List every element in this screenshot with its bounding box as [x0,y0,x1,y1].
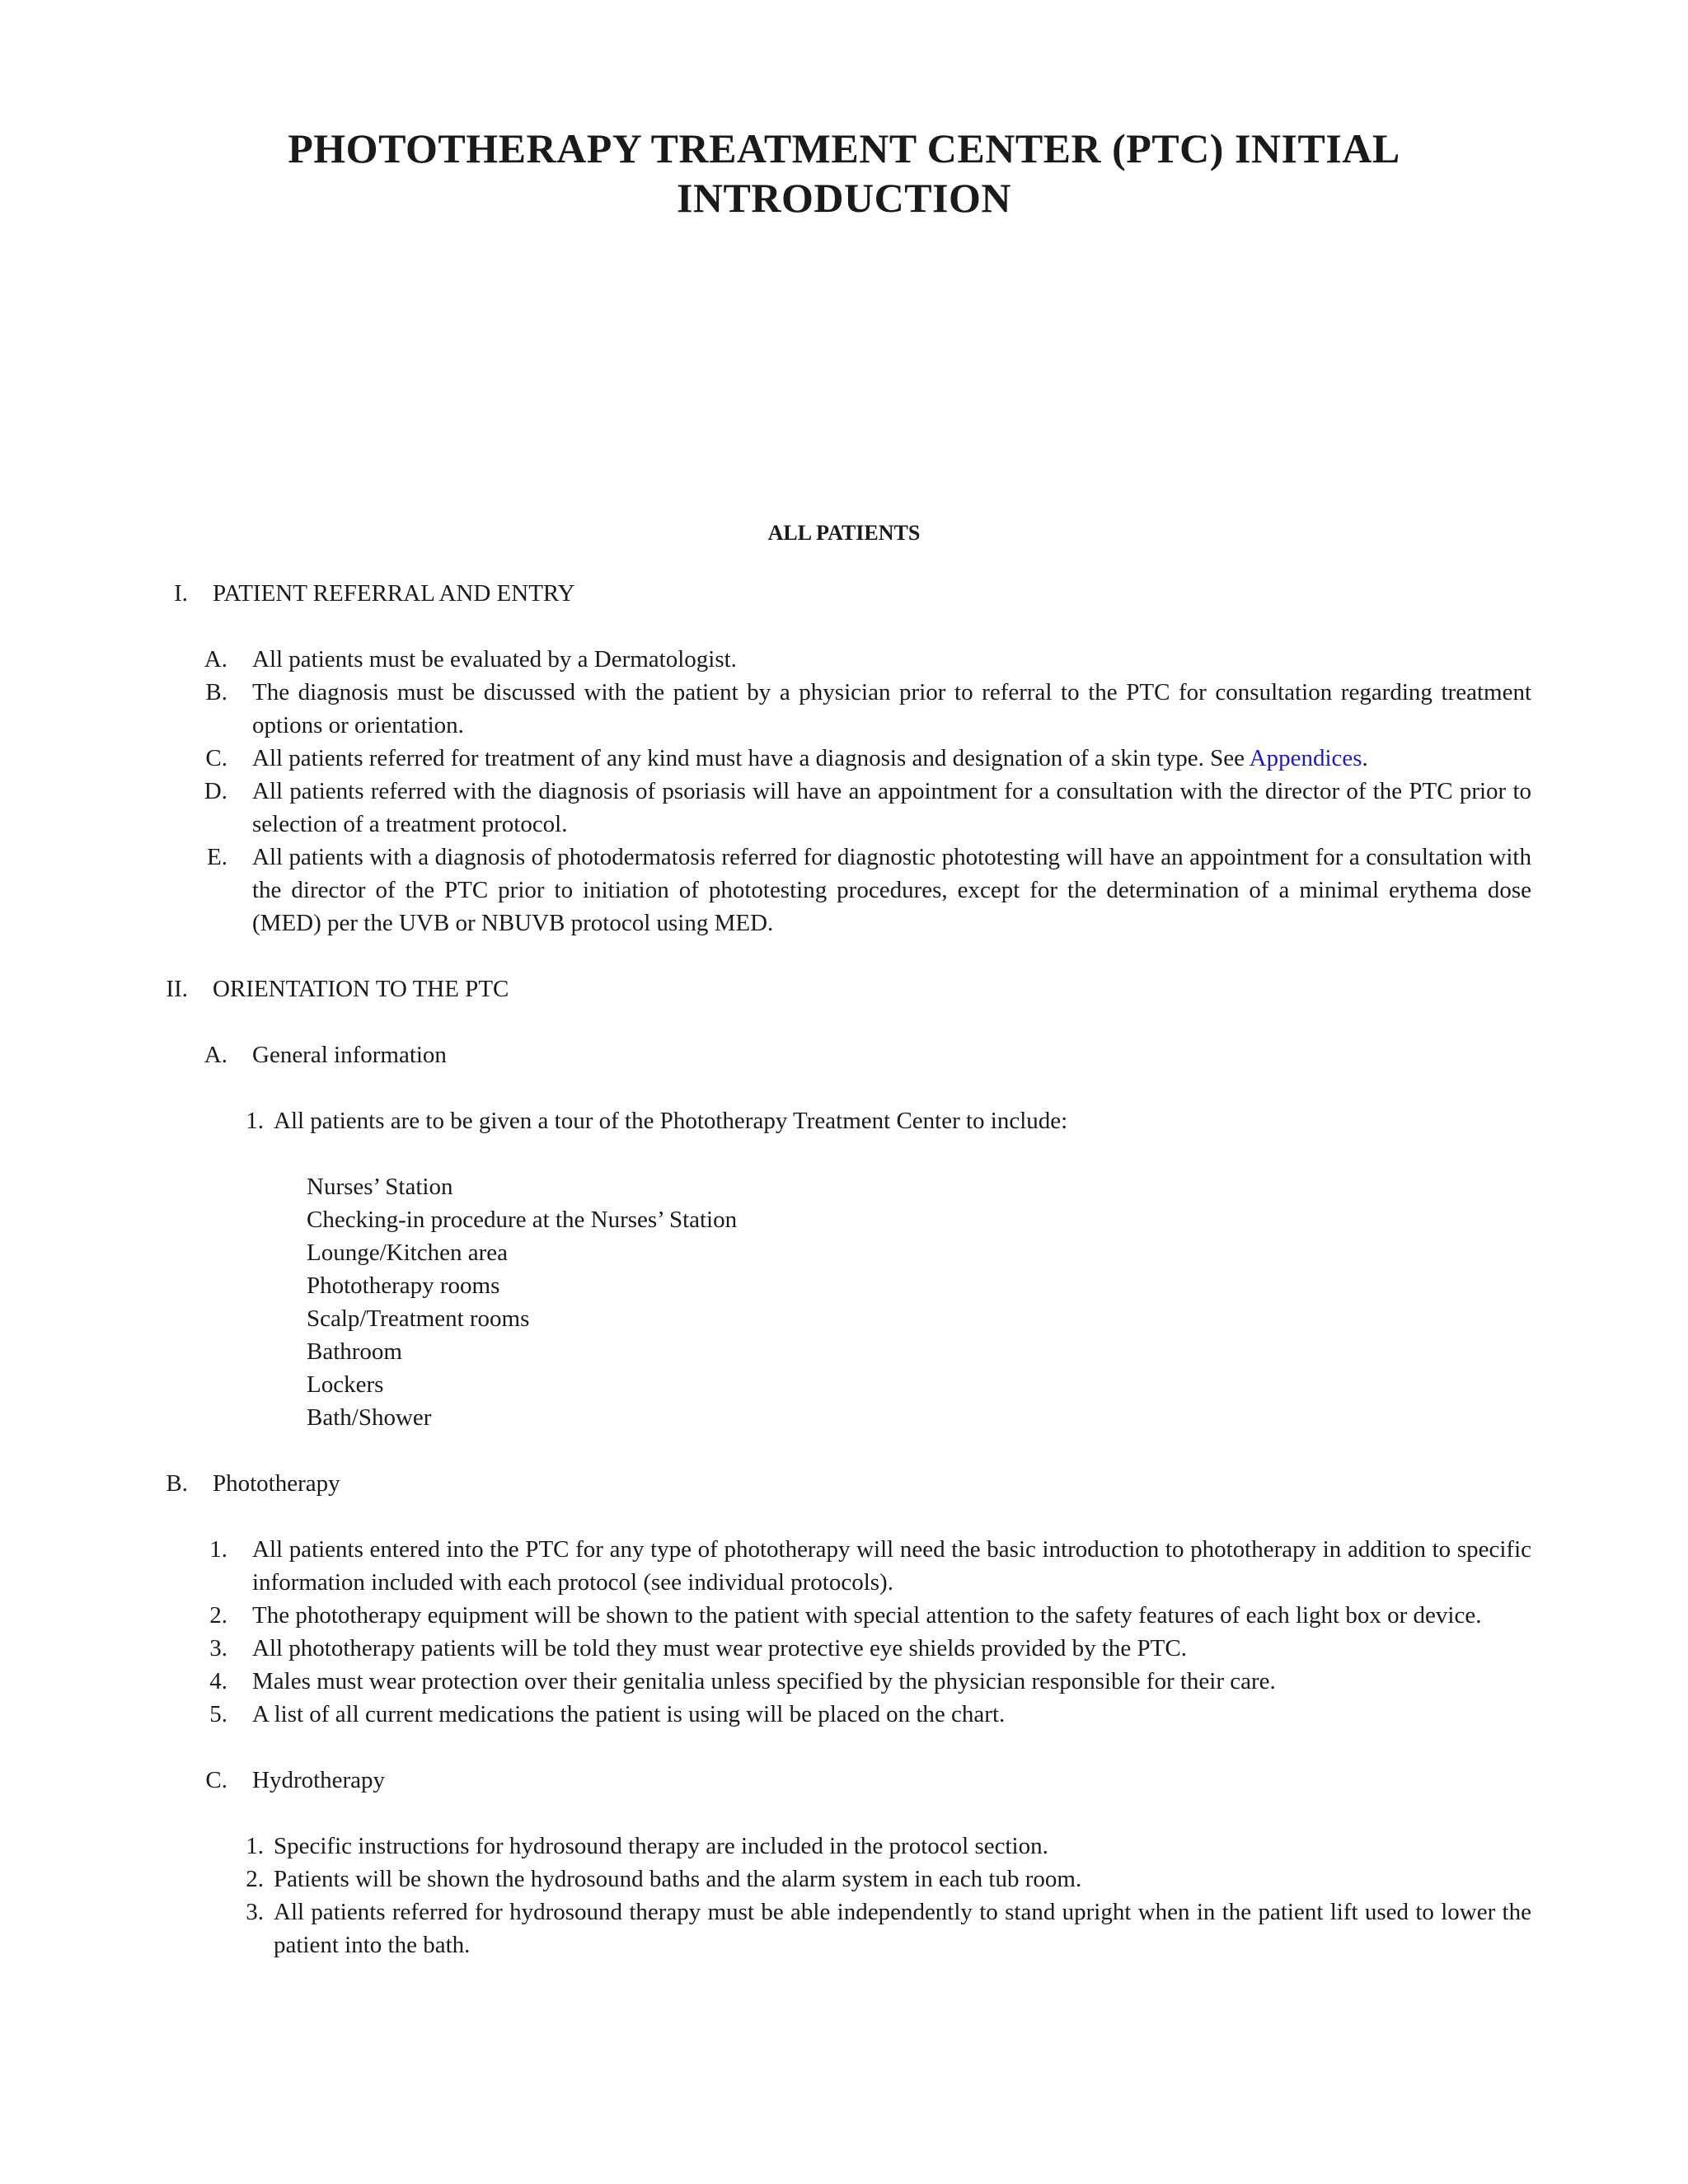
hydrotherapy-marker-2: 2. [246,1866,264,1892]
page-title-line-1: PHOTOTHERAPY TREATMENT CENTER (PTC) INITIAL [288,125,1400,171]
referral-item-c-text: All patients referred for treatment of any kind must have a diagnosis and designation of a skin type. See [252,745,1250,771]
section-heading-orientation: ORIENTATION TO THE PTC [213,976,509,1002]
phototherapy-marker-2: 2. [209,1602,227,1629]
referral-item-a: All patients must be evaluated by a Dermatologist. [252,646,737,673]
phototherapy-item-1: All patients entered into the PTC for any type of phototherapy will need the basic introduction to phototherapy in addition to specific information included with each protocol (see individual protocols). [252,1536,1531,1596]
referral-item-e: All patients with a diagnosis of photodermatosis referred for diagnostic phototesting will have an appointment for a consultation with the director of the PTC prior to initiation of phototesting procedures, except for the determination of a minimal erythema dose (MED) per the UVB or NBUVB protocol using MED. [252,844,1531,936]
subsection-marker-b: B. [166,1470,188,1497]
referral-item-c-period: . [1362,745,1368,771]
hydrotherapy-item-1: Specific instructions for hydrosound therapy are included in the protocol section. [274,1833,1048,1859]
list-marker-e: E. [207,844,227,870]
appendices-link[interactable]: Appendices [1249,745,1362,771]
tour-list-item: Scalp/Treatment rooms [307,1305,530,1332]
list-marker-b: B. [205,679,227,705]
section-heading-referral: PATIENT REFERRAL AND ENTRY [213,580,575,607]
phototherapy-item-5: A list of all current medications the patient is using will be placed on the chart. [252,1701,1006,1727]
subsection-marker-c: C. [205,1767,227,1793]
list-marker-c: C. [205,745,227,771]
hydrotherapy-item-2: Patients will be shown the hydrosound baths and the alarm system in each tub room. [274,1866,1082,1892]
tour-list-item: Lockers [307,1371,384,1398]
hydrotherapy-marker-1: 1. [246,1833,264,1859]
phototherapy-marker-4: 4. [209,1668,227,1694]
phototherapy-marker-5: 5. [209,1701,227,1727]
phototherapy-item-4: Males must wear protection over their genitalia unless specified by the physician responsible for their care. [252,1668,1276,1694]
hydrotherapy-item-3: All patients referred for hydrosound therapy must be able independently to stand upright when in the patient lift used to lower the patient into the bath. [274,1899,1531,1958]
subsection-heading-phototherapy: Phototherapy [213,1470,340,1497]
page-title-line-2: INTRODUCTION [676,175,1012,221]
phototherapy-marker-3: 3. [209,1635,227,1661]
tour-list-item: Bathroom [307,1338,402,1365]
page-title [0,124,1688,223]
list-marker-a: A. [204,646,227,673]
section-marker-2: II. [166,976,188,1002]
section-heading: ALL PATIENTS [767,521,921,545]
tour-list-item: Nurses’ Station [307,1174,453,1200]
phototherapy-item-2: The phototherapy equipment will be shown to the patient with special attention to the safety features of each light box or device. [252,1602,1482,1629]
hydrotherapy-marker-3: 3. [246,1899,264,1925]
tour-list-item: Checking-in procedure at the Nurses’ Station [307,1207,738,1233]
referral-item-d: All patients referred with the diagnosis of psoriasis will have an appointment for a consultation with the director of the PTC prior to selection of a treatment protocol. [252,778,1531,837]
phototherapy-item-3: All phototherapy patients will be told they must wear protective eye shields provided by the PTC. [252,1635,1187,1661]
list-marker-d: D. [204,778,227,804]
general-item-marker-1: 1. [246,1108,264,1134]
phototherapy-marker-1: 1. [209,1536,227,1563]
subsection-heading-hydrotherapy: Hydrotherapy [252,1767,386,1793]
tour-list-item: Phototherapy rooms [307,1272,500,1299]
section-marker-1: I. [174,580,188,607]
general-item-1: All patients are to be given a tour of the Phototherapy Treatment Center to include: [274,1108,1068,1134]
subsection-heading-general: General information [252,1042,447,1068]
referral-item-c [252,742,1531,775]
subsection-marker-a: A. [204,1042,227,1068]
tour-list-item: Bath/Shower [307,1404,432,1431]
tour-list-item: Lounge/Kitchen area [307,1240,508,1266]
referral-item-b: The diagnosis must be discussed with the patient by a physician prior to referral to the PTC for consultation regarding treatment options or orientation. [252,679,1531,738]
